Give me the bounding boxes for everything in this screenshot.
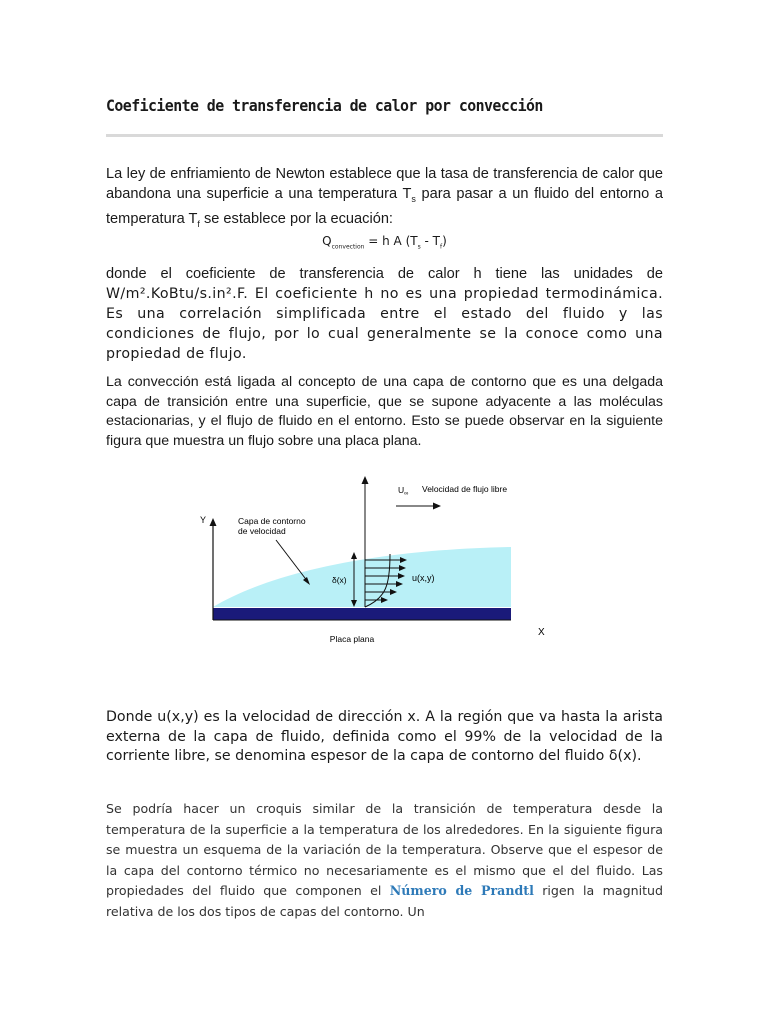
velocity-label: u(x,y) bbox=[412, 573, 435, 583]
title-divider bbox=[106, 134, 663, 137]
u-infinity-label: $U_\infty$ bbox=[398, 485, 409, 497]
paragraph-velocity: Donde u(x,y) es la velocidad de dirección x. A la región que va hasta la arista externa de la capa de fluido, definida como el 99% de la velocidad de la corriente libre, se denomina espesor de la capa de contorno del fluido δ(x). bbox=[106, 709, 663, 764]
eq-part: ) bbox=[442, 234, 447, 248]
boundary-layer-diagram bbox=[186, 470, 586, 660]
free-flow-label: Velocidad de flujo libre bbox=[422, 484, 508, 494]
delta-label: δ(x) bbox=[332, 575, 347, 585]
plate-label: Placa plana bbox=[329, 634, 375, 644]
subscript-s: s bbox=[411, 193, 416, 204]
paragraph-boundary-layer: La convección está ligada al concepto de una capa de contorno que es una delgada capa de transición entre una superficie, que se supone adyacente a las moléculas estacionarias, y el flujo de fluido en el entorno. Esto se puede observar en la siguiente figura que muestra un flujo sobre una placa plana. bbox=[106, 374, 663, 449]
text: La ley de enfriamiento de Newton establece que la tasa de transferencia de calor que abandona una superficie a una temperatura T bbox=[106, 166, 663, 202]
text: para pasar a un fluido del entorno a temperatura T bbox=[106, 186, 663, 227]
convection-equation bbox=[106, 234, 663, 250]
eq-sub-f: f bbox=[440, 243, 443, 251]
free-flow-arrowhead bbox=[433, 503, 441, 510]
eq-sub-s: s bbox=[417, 243, 421, 251]
paragraph-units bbox=[106, 264, 663, 364]
text: se establece por la ecuación: bbox=[199, 210, 393, 227]
text: donde el coeficiente de transferencia de calor h tiene las unidades de bbox=[106, 266, 663, 282]
x-axis-label-holder bbox=[536, 622, 556, 642]
prandtl-number-link[interactable]: Número de Prandtl bbox=[389, 883, 534, 898]
eq-q: Q bbox=[322, 234, 332, 248]
text: rigen la magnitud relativa de los dos tipos de capas del contorno. Un bbox=[106, 883, 663, 919]
eq-part: - T bbox=[420, 234, 441, 248]
capa-label-1: Capa de contorno bbox=[238, 516, 306, 526]
eq-part: = h A (T bbox=[364, 234, 418, 248]
delta-arrowhead-top bbox=[351, 552, 357, 559]
subscript-f: f bbox=[197, 218, 200, 229]
x-axis-letter: X bbox=[538, 627, 545, 638]
eq-q-sub: convection bbox=[331, 243, 365, 251]
text: W/m².KoBtu/s.in².F. El coeficiente h no es una propiedad termodinámica. Es una correlación simplificada entre el estado del fluido y las condiciones de flujo, por lo cual generalmente se la conoce como una propiedad de flujo. bbox=[106, 286, 663, 362]
y-arrowhead bbox=[210, 518, 217, 526]
paragraph-thermal bbox=[106, 799, 663, 922]
flat-plate bbox=[213, 608, 511, 620]
page-title: Coeficiente de transferencia de calor por convección bbox=[106, 96, 543, 115]
text: Se podría hacer un croquis similar de la transición de temperatura desde la temperatura de la superficie a la temperatura de los alrededores. En la siguiente figura se muestra un esquema de la variación de la temperatura. Observe que el espesor de la capa del contorno térmico no necesariamente es el mismo que el del fluido. Las propiedades del fluido que componen el bbox=[106, 801, 663, 898]
y-axis-label: Y bbox=[199, 515, 206, 525]
paragraph-newton-law bbox=[106, 164, 663, 234]
capa-label-2: de velocidad bbox=[238, 526, 286, 536]
vertical-arrowhead bbox=[362, 476, 369, 484]
fluid-region bbox=[213, 547, 511, 607]
